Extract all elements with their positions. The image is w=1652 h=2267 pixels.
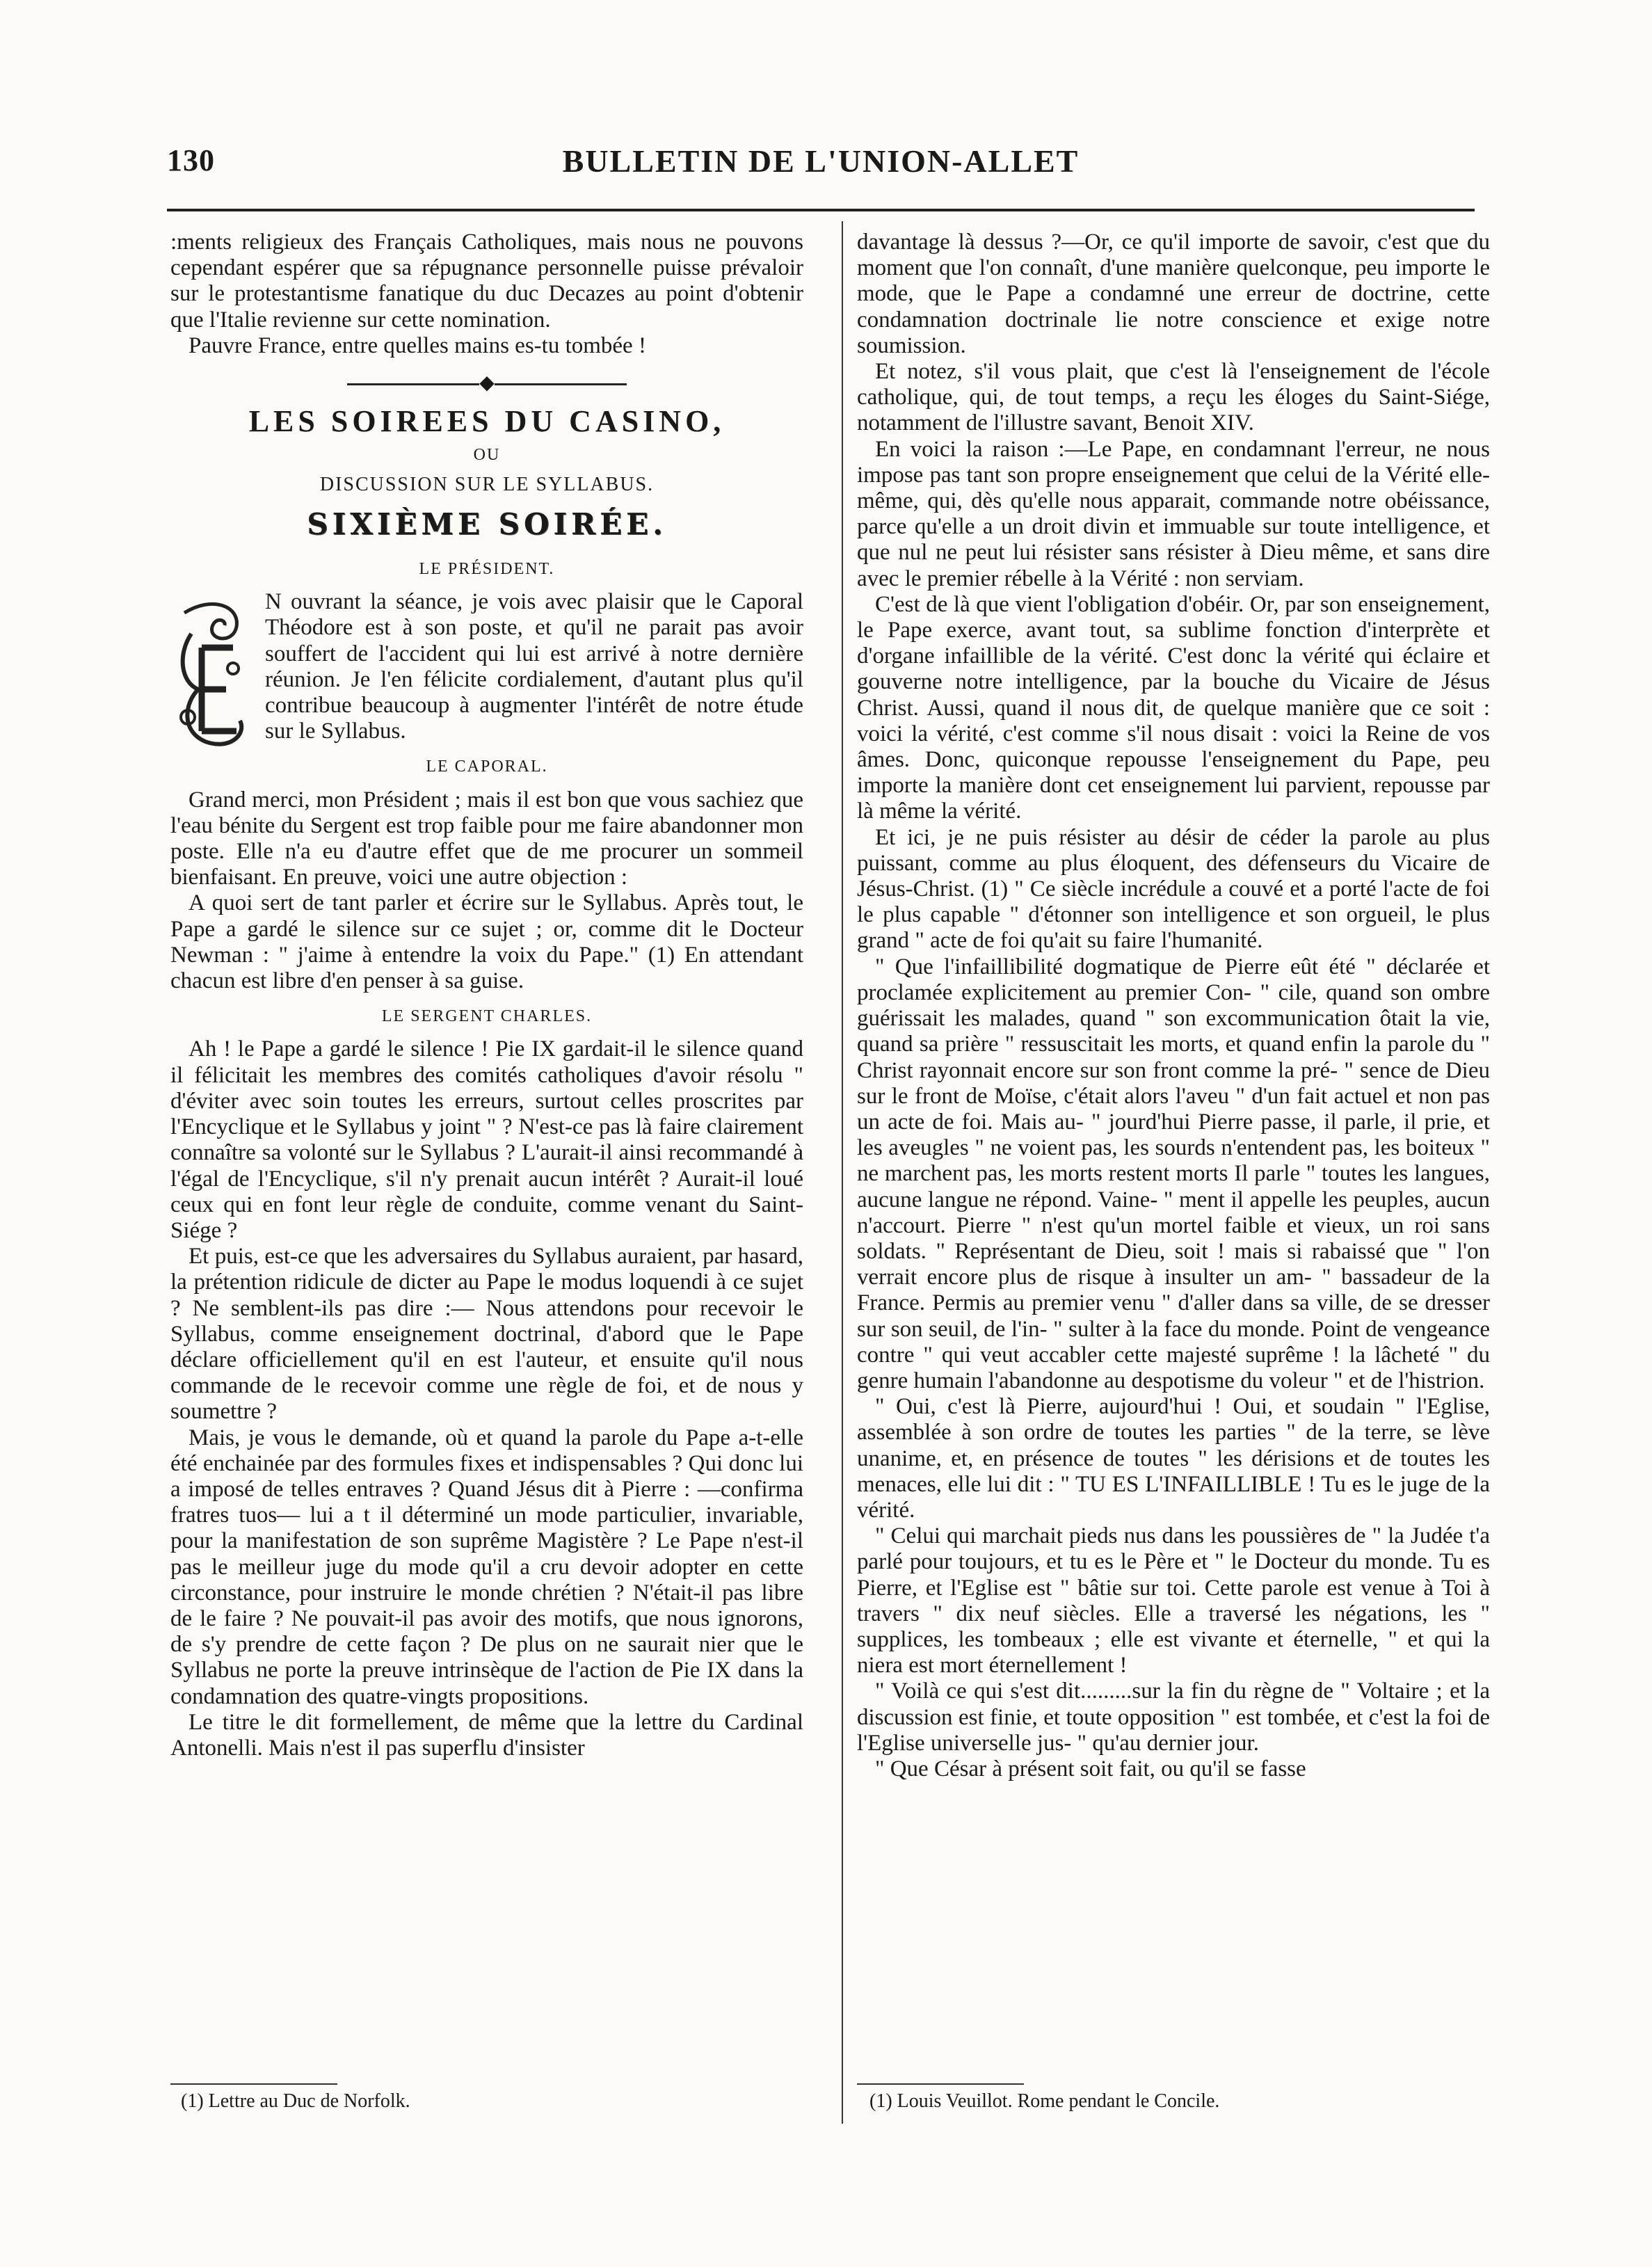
- header-rule: [167, 209, 1475, 211]
- paragraph: Mais, je vous le demande, où et quand la parole du Pape a-t-elle été enchainée par des formules fixes et indispensables ? Qui donc lui a imposé de telles entraves ? Quand Jésus dit à Pierre : —confirma fratres tuos— lui a t il déterminé un mode particulier, invariable, pour la manifestation de son suprême Magistère ? Le Pape n'est-il pas le meilleur juge du mode qu'il a cru devoir adopter en cette circonstance, pour instruire le monde chrétien ? N'était-il pas libre de le faire ? Ne pouvait-il pas avoir des motifs, que nous ignorons, de s'y prendre de cette façon ? De plus on ne saurait nier que le Syllabus ne porte la preuve intrinsèque de l'action de Pie IX dans la condamnation des quatre-vingts propositions.: [170, 1425, 803, 1709]
- paragraph: Le titre le dit formellement, de même que la lettre du Cardinal Antonelli. Mais n'est il pas superflu d'insister: [170, 1709, 803, 1761]
- paragraph: Ah ! le Pape a gardé le silence ! Pie IX gardait-il le silence quand il félicitait les membres des comités catholiques d'avoir résolu " d'éviter avec soin toutes les erreurs, surtout celles proscrites par l'Encyclique et le Syllabus y joint " ? N'est-ce pas là faire clairement connaître sa volonté sur le Syllabus ? L'aurait-il ainsi recommandé à l'égal de l'Encyclique, s'il n'y prenait aucun intérêt ? Aurait-il loué ceux qui en font leur règle de conduite, comme venant du Saint-Siége ?: [170, 1036, 803, 1243]
- footnote: (1) Louis Veuillot. Rome pendant le Concile.: [869, 2090, 1220, 2112]
- speaker-label: LE CAPORAL.: [426, 758, 548, 776]
- ornament-rule: ◆: [170, 370, 803, 396]
- opening-paragraph: [170, 589, 803, 744]
- quote-paragraph: " Voilà ce qui s'est dit.........sur la fin du règne de " Voltaire ; et la discussion est finie, et toute opposition " est tombée, et c'est la foi de l'Eglise universelle jus- " qu'au dernier jour.: [857, 1679, 1490, 1756]
- paragraph: Et puis, est-ce que les adversaires du Syllabus auraient, par hasard, la prétention ridicule de dicter au Pape le modus loquendi à ce sujet ? Ne semblent-ils pas dire :— Nous attendons pour recevoir le Syllabus, comme enseignement doctrinal, d'abord que le Pape déclare officiellement qu'il en est l'auteur, et ensuite qu'il nous commande de le recevoir comme une règle de foi, et de nous y soumettre ?: [170, 1244, 803, 1425]
- paragraph: Et notez, s'il vous plait, que c'est là l'enseignement de l'école catholique, qui, de tout temps, a reçu les éloges du Saint-Siége, notamment de l'illustre savant, Benoit XIV.: [857, 359, 1490, 436]
- quote-paragraph: " Oui, c'est là Pierre, aujourd'hui ! Oui, et soudain " l'Eglise, assemblée à son ordre de toutes les parties " de la terre, se lève unanime, et, en présence de toutes " les dérisions et de toutes les menaces, elle lui dit : " TU ES L'INFAILLIBLE ! Tu es le juge de la vérité.: [857, 1394, 1490, 1523]
- ornate-initial-icon: [170, 592, 252, 752]
- left-column: [170, 230, 803, 1761]
- footnote-rule: [857, 2083, 1024, 2085]
- paragraph: C'est de là que vient l'obligation d'obéir. Or, par son enseignement, le Pape exerce, avant tout, sa sublime fonction d'interprète et d'organe infaillible de la vérité. C'est donc la vérité qui éclaire et gouverne notre intelligence, par la bouche du Vicaire de Jésus Christ. Aussi, quand il nous dit, de quelque manière que ce soit : voici la vérité, c'est comme s'il nous disait : voici la Reine de vos âmes. Donc, quiconque repousse l'enseignement du Pape, peu importe la manière dont cet enseignement lui parvient, repousse par là même la vérité.: [857, 591, 1490, 824]
- right-column: [857, 230, 1490, 1782]
- page-header: [167, 143, 1475, 191]
- paragraph: Grand merci, mon Président ; mais il est bon que vous sachiez que l'eau bénite du Sergent est trop faible pour me faire abandonner mon poste. Elle n'a eu d'autre effet que de me procurer un sommeil bienfaisant. En preuve, voici une autre objection :: [170, 787, 803, 890]
- paragraph: Pauvre France, entre quelles mains es-tu tombée !: [189, 333, 646, 358]
- quote-paragraph: " Celui qui marchait pieds nus dans les poussières de " la Judée t'a parlé pour toujours, et tu es le Père et " le Docteur du monde. Tu es Pierre, et l'Eglise est " bâtie sur toi. Cette parole est venue à Toi à travers " dix neuf siècles. Elle a traversé les négations, les " supplices, les tombeaux ; elle est vivante et éternelle, " et qui la niera est mort éternellement !: [857, 1523, 1490, 1679]
- paragraph: A quoi sert de tant parler et écrire sur le Syllabus. Après tout, le Pape a gardé le silence sur ce sujet ; or, comme dit le Docteur Newman : " j'aime à entendre la voix du Pape." (1) En attendant chacun est libre d'en penser à sa guise.: [170, 890, 803, 994]
- article-subtitle: DISCUSSION SUR LE SYLLABUS.: [319, 473, 655, 495]
- running-title: BULLETIN DE L'UNION-ALLET: [562, 143, 1080, 179]
- page-number: 130: [167, 143, 215, 177]
- article-ou: OU: [473, 446, 501, 465]
- paragraph: En voici la raison :—Le Pape, en condamnant l'erreur, ne nous impose pas tant son propre enseignement que celui de la Vérité elle-même, qui, dès qu'elle nous apparait, commande notre obéissance, parce qu'elle a un droit divin et immuable sur toute intelligence, et que nul ne peut lui résister sans résister à Dieu même, et sans dire avec le premier rébelle à la Vérité : non serviam.: [857, 436, 1490, 591]
- speaker-label: LE PRÉSIDENT.: [419, 560, 555, 579]
- section-heading: SIXIÈME SOIRÉE.: [307, 506, 667, 541]
- dropcap-letter: [170, 592, 252, 752]
- paragraph: N ouvrant la séance, je vois avec plaisir que le Caporal Théodore est à son poste, et qu'il ne parait pas avoir souffert de l'accident qui lui est arrivé à notre dernière réunion. Je l'en félicite cordialement, d'autant plus qu'il contribue beaucoup à augmenter l'intérêt de notre étude sur le Syllabus.: [265, 589, 803, 744]
- paragraph: :ments religieux des Français Catholiques, mais nous ne pouvons cependant espérer que sa répugnance personnelle puisse prévaloir sur le protestantisme fanatique du duc Decazes au point d'obtenir que l'Italie revienne sur cette nomination.: [170, 230, 803, 333]
- column-divider: [842, 221, 843, 2124]
- article-title: LES SOIREES DU CASINO,: [248, 404, 725, 439]
- quote-paragraph: " Que l'infaillibilité dogmatique de Pierre eût été " déclarée et proclamée explicitement au premier Con- " cile, quand son ombre guérissait les malades, quand " son excommunication ôtait la vie, quand sa prière " ressuscitait les morts, et quand enfin la parole du " Christ rayonnait encore sur son front comme la pré- " sence de Dieu sur le front de Moïse, c'était alors l'aveu " d'un fait actuel et non pas un acte de foi. Mais au- " jourd'hui Pierre passe, il parle, il prie, et les aveugles " ne voient pas, les sourds n'entendent pas, les boiteux " ne marchent pas, les morts restent morts Il parle " toutes les langues, aucune langue ne répond. Vaine- " ment il appelle les peuples, aucun n'accourt. Pierre " n'est qu'un mortel faible et vieux, un roi sans soldats. " Représentant de Dieu, soit ! mais si rabaissé que " l'on verrait encore plus de risque à insulter un am- " bassadeur de la France. Permis au premier venu " d'aller dans sa ville, de se dresser sur son seuil, de l'in- " sulter à la face du monde. Point de vengeance contre " qui veut accabler cette majesté suprême ! la lâcheté " du genre humain l'abandonne au despotisme du voleur " et de l'histrion.: [857, 954, 1490, 1393]
- quote-paragraph: " Que César à présent soit fait, ou qu'il se fasse: [875, 1756, 1306, 1781]
- footnote-rule: [170, 2083, 337, 2085]
- speaker-label: LE SERGENT CHARLES.: [381, 1007, 593, 1026]
- paragraph: davantage là dessus ?—Or, ce qu'il importe de savoir, c'est que du moment que l'on connaît, d'une manière quelconque, peu importe le mode, que le Pape a condamné une erreur de doctrine, cette condamnation doctrinale lie notre conscience et exige notre soumission.: [857, 230, 1490, 358]
- paragraph: Et ici, je ne puis résister au désir de céder la parole au plus puissant, comme au plus éloquent, des défenseurs du Vicaire de Jésus-Christ. (1) " Ce siècle incrédule a couvé et a porté l'acte de foi le plus capable " d'étonner son intelligence et son orgueil, le plus grand " acte de foi qu'ait su faire l'humanité.: [857, 824, 1490, 954]
- footnote: (1) Lettre au Duc de Norfolk.: [181, 2090, 410, 2112]
